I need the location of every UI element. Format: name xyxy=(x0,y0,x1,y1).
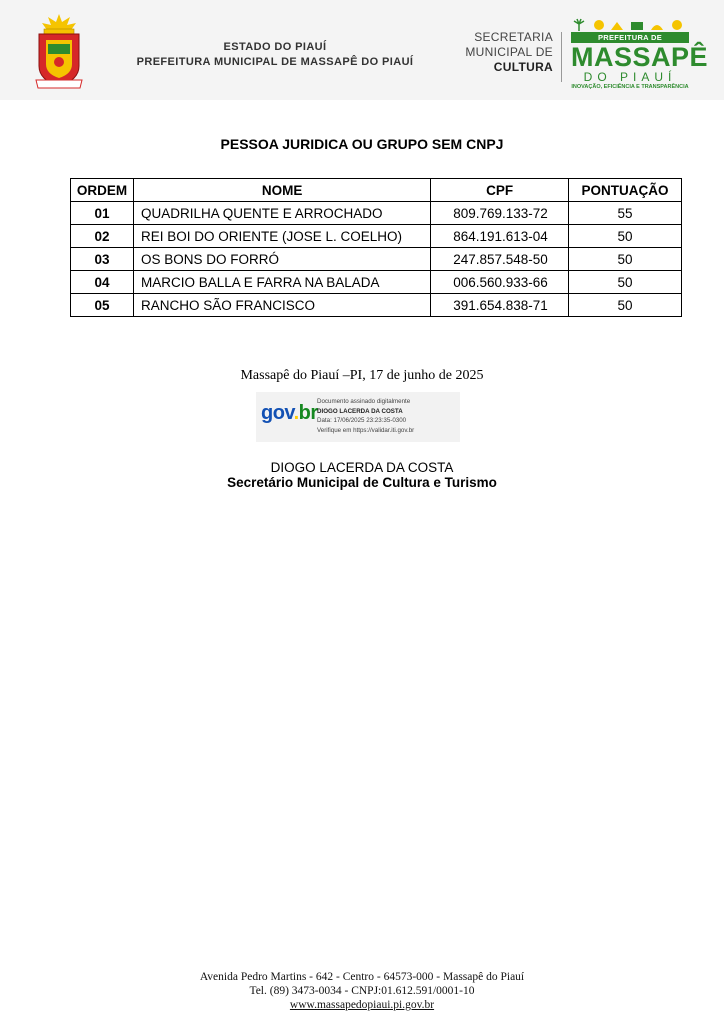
footer-address: Avenida Pedro Martins - 642 - Centro - 64573-000 - Massapê do Piauí xyxy=(199,971,525,983)
prefeitura-massape-logo xyxy=(571,18,709,94)
signer-role: Secretário Municipal de Cultura e Turismo xyxy=(227,475,497,490)
signature-details xyxy=(317,397,414,435)
cell-pontuacao: 50 xyxy=(569,225,682,248)
signer-name: DIOGO LACERDA DA COSTA xyxy=(270,460,454,475)
cell-pontuacao: 55 xyxy=(569,202,682,225)
cell-ordem: 03 xyxy=(71,248,134,271)
cell-nome: RANCHO SÃO FRANCISCO xyxy=(133,294,430,317)
signature-date: Data: 17/06/2025 23:23:35-0300 xyxy=(317,417,407,424)
municipal-crest-logo xyxy=(34,14,84,92)
cell-pontuacao: 50 xyxy=(569,271,682,294)
signature-signer: DIOGO LACERDA DA COSTA xyxy=(317,407,403,415)
secretaria-cultura-logo xyxy=(453,30,553,75)
cell-cpf: 247.857.548-50 xyxy=(431,248,569,271)
signature-caption: Documento assinado digitalmente xyxy=(317,398,411,405)
column-header-cpf: CPF xyxy=(431,179,569,202)
logo-city-name: MASSAPÊ xyxy=(571,42,709,72)
column-header-nome: NOME xyxy=(133,179,430,202)
logo-icons-strip xyxy=(571,18,689,32)
table-row xyxy=(71,294,682,317)
place-and-date: Massapê do Piauí –PI, 17 de junho de 2025 xyxy=(240,368,484,383)
table-row xyxy=(71,248,682,271)
letterhead-state-block xyxy=(120,40,430,70)
header-divider xyxy=(561,32,562,82)
cell-nome: OS BONS DO FORRÓ xyxy=(133,248,430,271)
cell-cpf: 864.191.613-04 xyxy=(431,225,569,248)
table-row xyxy=(71,225,682,248)
secretaria-line-3: CULTURA xyxy=(493,60,553,74)
cell-ordem: 04 xyxy=(71,271,134,294)
table-row xyxy=(71,202,682,225)
footer-contact: Tel. (89) 3473-0034 - CNPJ:01.612.591/0001-10 xyxy=(249,985,475,997)
cell-nome: REI BOI DO ORIENTE (JOSE L. COELHO) xyxy=(133,225,430,248)
column-header-pontuacao: PONTUAÇÃO xyxy=(569,179,682,202)
column-header-ordem: ORDEM xyxy=(71,179,134,202)
logo-bar-text: PREFEITURA DE xyxy=(571,32,689,43)
state-name: ESTADO DO PIAUÍ xyxy=(223,41,327,53)
logo-tagline: INOVAÇÃO, EFICIÊNCIA E TRANSPARÊNCIA xyxy=(571,84,689,90)
cell-pontuacao: 50 xyxy=(569,248,682,271)
logo-state-suffix: DO PIAUÍ xyxy=(583,70,677,84)
secretaria-line-2: MUNICIPAL DE xyxy=(465,45,553,59)
cell-ordem: 02 xyxy=(71,225,134,248)
results-table xyxy=(70,178,682,317)
cell-ordem: 01 xyxy=(71,202,134,225)
footer-website-link[interactable]: www.massapedopiaui.pi.gov.br xyxy=(289,999,435,1011)
govbr-logo: gov.br xyxy=(261,402,318,424)
secretaria-line-1: SECRETARIA xyxy=(474,30,553,44)
table-header-row xyxy=(71,179,682,202)
cell-nome: QUADRILHA QUENTE E ARROCHADO xyxy=(133,202,430,225)
cell-ordem: 05 xyxy=(71,294,134,317)
cell-cpf: 809.769.133-72 xyxy=(431,202,569,225)
prefeitura-name: PREFEITURA MUNICIPAL DE MASSAPÊ DO PIAUÍ xyxy=(136,56,414,68)
footer xyxy=(0,970,724,1012)
table-row xyxy=(71,271,682,294)
digital-signature-stamp xyxy=(256,392,460,442)
cell-cpf: 391.654.838-71 xyxy=(431,294,569,317)
signature-verify-url: Verifique em https://validar.iti.gov.br xyxy=(317,426,415,434)
cell-cpf: 006.560.933-66 xyxy=(431,271,569,294)
cell-pontuacao: 50 xyxy=(569,294,682,317)
letterhead xyxy=(0,0,724,100)
cell-nome: MARCIO BALLA E FARRA NA BALADA xyxy=(133,271,430,294)
document-title: PESSOA JURIDICA OU GRUPO SEM CNPJ xyxy=(220,136,504,152)
